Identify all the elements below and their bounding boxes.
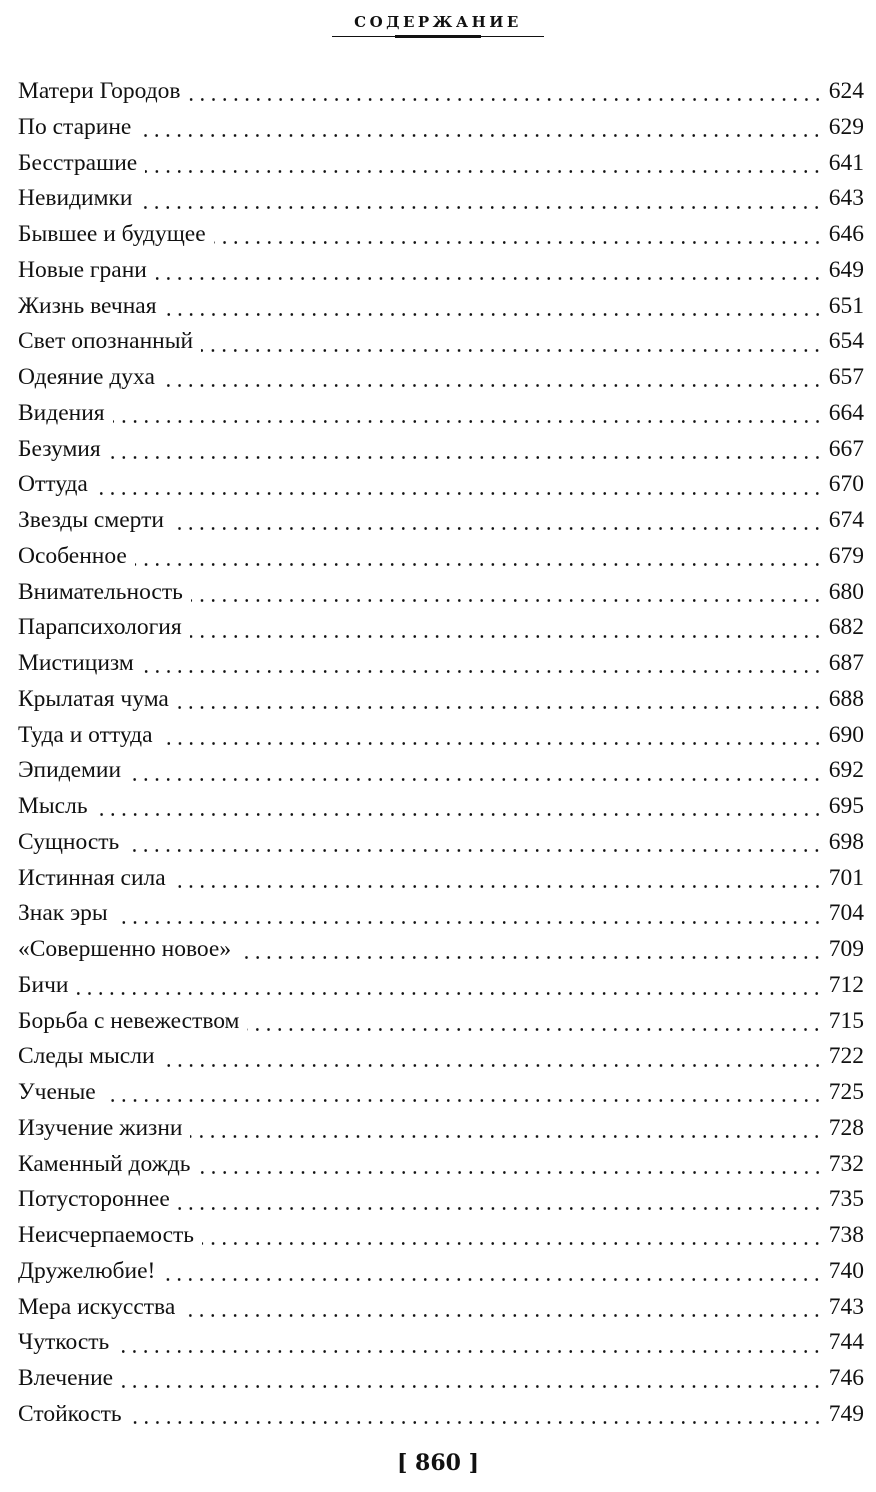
dot-leader <box>76 992 822 995</box>
toc-entry-title: Мысль <box>18 793 88 819</box>
toc-entry-title: Знак эры <box>18 900 108 927</box>
toc-entry-page: 624 <box>828 78 864 104</box>
header-title: СОДЕРЖАНИЕ <box>354 13 522 31</box>
toc-entry-title: Мистицизм <box>18 650 134 676</box>
toc-entry-page: 715 <box>828 1007 864 1034</box>
toc-entry-title: Оттуда <box>18 471 88 498</box>
toc-entry[interactable] <box>18 396 864 432</box>
toc-entry[interactable] <box>18 861 864 897</box>
toc-entry[interactable] <box>18 324 864 360</box>
dot-leader <box>177 706 823 709</box>
toc-entry[interactable] <box>18 789 864 825</box>
toc-entry-page: 732 <box>828 1150 864 1177</box>
toc-entry[interactable] <box>18 718 864 754</box>
dot-leader <box>190 1135 822 1138</box>
toc-entry-title: Влечение <box>18 1365 114 1391</box>
toc-entry-page: 680 <box>828 578 864 605</box>
toc-entry-page: 641 <box>828 149 864 176</box>
dot-leader <box>161 742 823 745</box>
toc-entry[interactable] <box>18 146 864 182</box>
toc-entry[interactable] <box>18 932 864 968</box>
toc-entry[interactable] <box>18 1111 864 1147</box>
toc-entry-title: Мера искусства <box>18 1293 176 1320</box>
toc-entry[interactable] <box>18 1361 864 1397</box>
toc-entry-page: 692 <box>828 757 864 784</box>
toc-entry-page: 735 <box>828 1186 864 1213</box>
dot-leader <box>139 134 822 137</box>
toc-entry-page: 728 <box>828 1114 864 1141</box>
dot-leader <box>239 956 823 959</box>
toc-entry[interactable] <box>18 1147 864 1183</box>
dot-leader <box>189 98 823 101</box>
dot-leader <box>202 1242 823 1245</box>
toc-entry-page: 722 <box>828 1043 864 1070</box>
toc-entry-title: Новые грани <box>18 256 147 283</box>
toc-entry[interactable] <box>18 110 864 146</box>
dot-leader <box>183 1314 822 1317</box>
dot-leader <box>199 1171 823 1174</box>
toc-entry-page: 679 <box>828 542 864 569</box>
dot-leader <box>174 885 823 888</box>
dot-leader <box>104 1099 823 1102</box>
toc-entry-page: 667 <box>828 435 864 462</box>
toc-entry[interactable] <box>18 646 864 682</box>
toc-entry-title: Каменный дождь <box>18 1150 191 1177</box>
table-of-contents <box>18 74 864 1433</box>
toc-entry-page: 629 <box>828 113 864 140</box>
toc-entry-page: 701 <box>828 864 864 891</box>
toc-entry-title: Чуткость <box>18 1329 110 1356</box>
toc-entry[interactable] <box>18 1075 864 1111</box>
toc-entry-page: 740 <box>828 1257 864 1284</box>
toc-entry[interactable] <box>18 575 864 611</box>
toc-entry-page: 709 <box>828 936 864 962</box>
header-rule-accent <box>395 35 481 38</box>
toc-entry[interactable] <box>18 467 864 503</box>
toc-entry-page: 664 <box>828 399 864 426</box>
toc-entry-page: 657 <box>828 364 864 390</box>
toc-entry[interactable] <box>18 432 864 468</box>
dot-leader <box>142 670 823 673</box>
dot-leader <box>201 349 823 352</box>
toc-entry-title: Свет опознанный <box>18 328 194 355</box>
toc-entry-page: 651 <box>828 292 864 319</box>
toc-entry-title: Изучение жизни <box>18 1114 183 1141</box>
dot-leader <box>109 456 823 459</box>
toc-entry-title: Бичи <box>18 971 69 998</box>
toc-entry-page: 749 <box>828 1400 864 1427</box>
toc-entry-page: 725 <box>828 1079 864 1105</box>
toc-entry[interactable] <box>18 682 864 718</box>
dot-leader <box>163 384 823 387</box>
toc-entry-title: Одеяние духа <box>18 364 155 390</box>
dot-leader <box>129 778 823 781</box>
toc-entry[interactable] <box>18 1004 864 1040</box>
toc-entry-title: Потустороннее <box>18 1186 170 1213</box>
toc-entry-page: 698 <box>828 828 864 855</box>
toc-entry-title: Бесстрашие <box>18 149 138 176</box>
toc-entry[interactable] <box>18 1039 864 1075</box>
toc-entry-title: Неисчерпаемость <box>18 1222 194 1248</box>
toc-entry-title: Стойкость <box>18 1400 122 1427</box>
toc-entry[interactable] <box>18 181 864 217</box>
toc-entry[interactable] <box>18 289 864 325</box>
dot-leader <box>145 170 823 173</box>
toc-entry-page: 674 <box>828 507 864 533</box>
dot-leader <box>135 563 823 566</box>
toc-entry-page: 743 <box>828 1293 864 1320</box>
dot-leader <box>172 527 823 530</box>
toc-entry-page: 695 <box>828 793 864 819</box>
toc-entry-title: Следы мысли <box>18 1043 155 1070</box>
dot-leader <box>163 1064 823 1067</box>
toc-entry[interactable] <box>18 753 864 789</box>
toc-entry-title: Парапсихология <box>18 614 182 641</box>
dot-leader <box>130 1421 823 1424</box>
toc-entry[interactable] <box>18 825 864 861</box>
dot-leader <box>190 635 823 638</box>
dot-leader <box>140 206 822 209</box>
dot-leader <box>96 813 823 816</box>
toc-entry-page: 690 <box>828 721 864 748</box>
dot-leader <box>163 1278 822 1281</box>
dot-leader <box>127 849 822 852</box>
toc-entry-title: «Совершенно новое» <box>18 936 232 962</box>
toc-entry-page: 746 <box>828 1365 864 1391</box>
toc-entry[interactable] <box>18 896 864 932</box>
toc-entry-page: 687 <box>828 650 864 676</box>
toc-entry[interactable] <box>18 610 864 646</box>
toc-entry-page: 712 <box>828 971 864 998</box>
dot-leader <box>191 599 823 602</box>
dot-leader <box>155 277 823 280</box>
toc-entry-title: Ученые <box>18 1079 96 1105</box>
running-header <box>0 10 876 32</box>
toc-entry[interactable] <box>18 539 864 575</box>
dot-leader <box>165 313 823 316</box>
toc-entry[interactable] <box>18 253 864 289</box>
toc-entry-page: 646 <box>828 221 864 247</box>
toc-entry-title: Особенное <box>18 542 127 569</box>
toc-entry-title: Жизнь вечная <box>18 292 157 319</box>
toc-entry[interactable] <box>18 360 864 396</box>
dot-leader <box>214 241 823 244</box>
toc-entry-title: Эпидемии <box>18 757 122 784</box>
toc-entry-page: 704 <box>828 900 864 927</box>
toc-entry-title: Истинная сила <box>18 864 166 891</box>
toc-entry-title: Бывшее и будущее <box>18 221 206 247</box>
toc-entry-title: Крылатая чума <box>18 685 169 712</box>
toc-entry[interactable] <box>18 1290 864 1326</box>
toc-entry-page: 670 <box>828 471 864 498</box>
dot-leader <box>121 1385 823 1388</box>
toc-entry-title: Сущность <box>18 828 120 855</box>
toc-entry-page: 738 <box>828 1222 864 1248</box>
toc-entry-title: Внимательность <box>18 578 183 605</box>
toc-entry[interactable] <box>18 1218 864 1254</box>
page-number: [ 860 ] <box>396 1450 480 1476</box>
dot-leader <box>178 1207 823 1210</box>
toc-entry[interactable] <box>18 74 864 110</box>
toc-entry[interactable] <box>18 503 864 539</box>
toc-entry[interactable] <box>18 1325 864 1361</box>
toc-entry[interactable] <box>18 217 864 253</box>
toc-entry-title: Дружелюбие! <box>18 1257 156 1284</box>
dot-leader <box>116 921 823 924</box>
toc-entry-title: Борьба с невежеством <box>18 1007 240 1034</box>
toc-entry-page: 688 <box>828 685 864 712</box>
dot-leader <box>96 492 823 495</box>
toc-entry-page: 654 <box>828 328 864 355</box>
toc-entry-title: Невидимки <box>18 185 133 212</box>
dot-leader <box>113 420 823 423</box>
toc-entry[interactable] <box>18 1397 864 1433</box>
toc-entry-title: Видения <box>18 399 105 426</box>
toc-entry-title: Звезды смерти <box>18 507 164 533</box>
toc-entry[interactable] <box>18 1254 864 1290</box>
dot-leader <box>247 1028 822 1031</box>
dot-leader <box>117 1350 822 1353</box>
toc-entry-title: Туда и оттуда <box>18 721 153 748</box>
toc-entry-page: 643 <box>828 185 864 212</box>
toc-entry[interactable] <box>18 968 864 1004</box>
toc-entry-title: По старине <box>18 113 132 140</box>
toc-entry-title: Безумия <box>18 435 101 462</box>
toc-entry-page: 682 <box>828 614 864 641</box>
toc-entry-title: Матери Городов <box>18 78 181 104</box>
toc-entry[interactable] <box>18 1182 864 1218</box>
toc-entry-page: 649 <box>828 256 864 283</box>
toc-entry-page: 744 <box>828 1329 864 1356</box>
